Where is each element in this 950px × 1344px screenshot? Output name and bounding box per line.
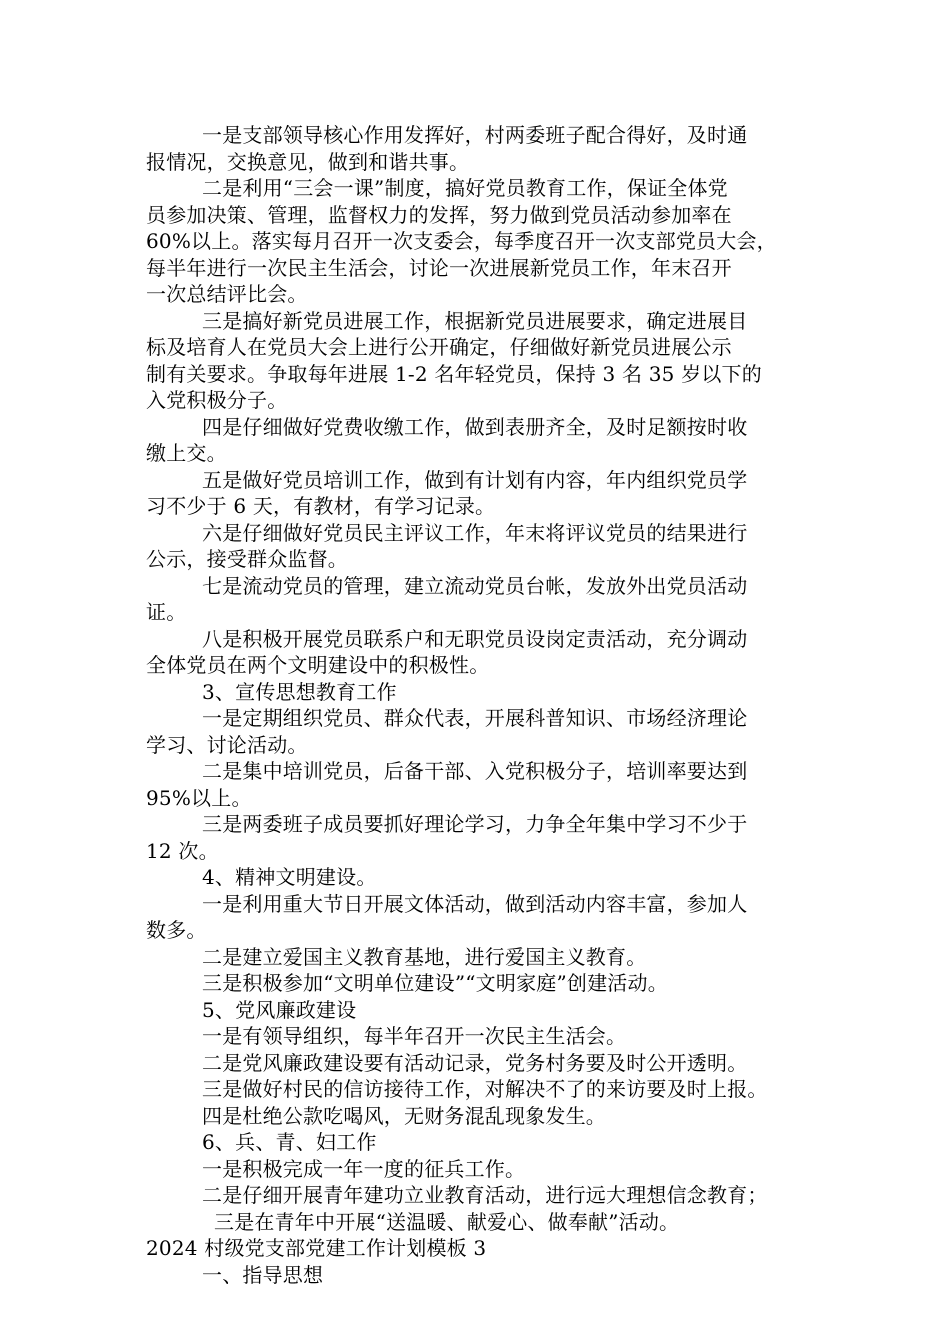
text-line: 60%以上。落实每月召开一次支委会，每季度召开一次支部党员大会，	[146, 229, 777, 253]
text-line: 三是两委班子成员要抓好理论学习，力争全年集中学习不少于	[202, 812, 748, 836]
text-line: 公示，接受群众监督。	[146, 547, 348, 571]
text-line: 五是做好党员培训工作，做到有计划有内容，年内组织党员学	[202, 467, 748, 492]
text-line: 5、党风廉政建设	[202, 997, 357, 1022]
document-body	[146, 122, 810, 1288]
text-line: 95%以上。	[146, 785, 252, 810]
text-line: 缴上交。	[146, 441, 227, 465]
text-line: 二是仔细开展青年建功立业教育活动，进行远大理想信念教育；	[202, 1183, 768, 1207]
text-line: 二是建立爱国主义教育基地，进行爱国主义教育。	[202, 944, 647, 969]
text-line: 3、宣传思想教育工作	[202, 679, 397, 704]
text-line: 入党积极分子。	[146, 388, 288, 412]
text-line: 三是在青年中开展“送温暖、献爱心、做奉献”活动。	[214, 1209, 680, 1234]
text-line: 一是积极完成一年一度的征兵工作。	[202, 1156, 526, 1181]
text-line: 一、指导思想	[202, 1262, 324, 1287]
text-line: 全体党员在两个文明建设中的积极性。	[146, 653, 490, 677]
text-line: 二是利用“三会一课”制度，搞好党员教育工作，保证全体党	[202, 176, 728, 200]
text-line: 四是仔细做好党费收缴工作，做到表册齐全，及时足额按时收	[202, 414, 748, 439]
text-line: 三是积极参加“文明单位建设”“文明家庭”创建活动。	[202, 971, 668, 995]
text-line: 制有关要求。争取每年进展 1-2 名年轻党员，保持 3 名 35 岁以下的	[146, 361, 762, 386]
text-line: 证。	[146, 600, 187, 624]
text-line: 四是杜绝公款吃喝风，无财务混乱现象发生。	[202, 1103, 606, 1128]
text-line: 员参加决策、管理，监督权力的发挥，努力做到党员活动参加率在	[146, 202, 732, 227]
text-line: 一是利用重大节日开展文体活动，做到活动内容丰富，参加人	[202, 891, 748, 916]
text-line: 一是有领导组织，每半年召开一次民主生活会。	[202, 1024, 627, 1048]
text-line: 一次总结评比会。	[146, 282, 308, 306]
text-line: 6、兵、青、妇工作	[202, 1130, 377, 1154]
text-line: 12 次。	[146, 838, 219, 863]
text-line: 三是搞好新党员进展工作，根据新党员进展要求，确定进展目	[202, 308, 748, 333]
text-line: 4、精神文明建设。	[202, 865, 377, 889]
text-line: 学习、讨论活动。	[146, 732, 308, 757]
text-line: 报情况，交换意见，做到和谐共事。	[146, 149, 470, 174]
text-line: 二是党风廉政建设要有活动记录，党务村务要及时公开透明。	[202, 1050, 748, 1075]
text-line: 标及培育人在党员大会上进行公开确定，仔细做好新党员进展公示	[146, 335, 732, 359]
text-line: 八是积极开展党员联系户和无职党员设岗定责活动，充分调动	[202, 626, 748, 651]
text-line: 数多。	[146, 918, 207, 942]
text-line: 六是仔细做好党员民主评议工作，年末将评议党员的结果进行	[202, 520, 748, 545]
text-line: 一是支部领导核心作用发挥好，村两委班子配合得好，及时通	[202, 123, 748, 147]
text-line: 2024 村级党支部党建工作计划模板 3	[146, 1236, 487, 1260]
text-line: 三是做好村民的信访接待工作，对解决不了的来访要及时上报。	[202, 1077, 768, 1101]
text-line: 每半年进行一次民主生活会，讨论一次进展新党员工作，年末召开	[146, 255, 732, 280]
text-line: 二是集中培训党员，后备干部、入党积极分子，培训率要达到	[202, 759, 748, 783]
text-line: 习不少于 6 天，有教材，有学习记录。	[146, 494, 496, 518]
text-line: 七是流动党员的管理，建立流动党员台帐，发放外出党员活动	[202, 573, 748, 598]
text-line: 一是定期组织党员、群众代表，开展科普知识、市场经济理论	[202, 706, 748, 730]
